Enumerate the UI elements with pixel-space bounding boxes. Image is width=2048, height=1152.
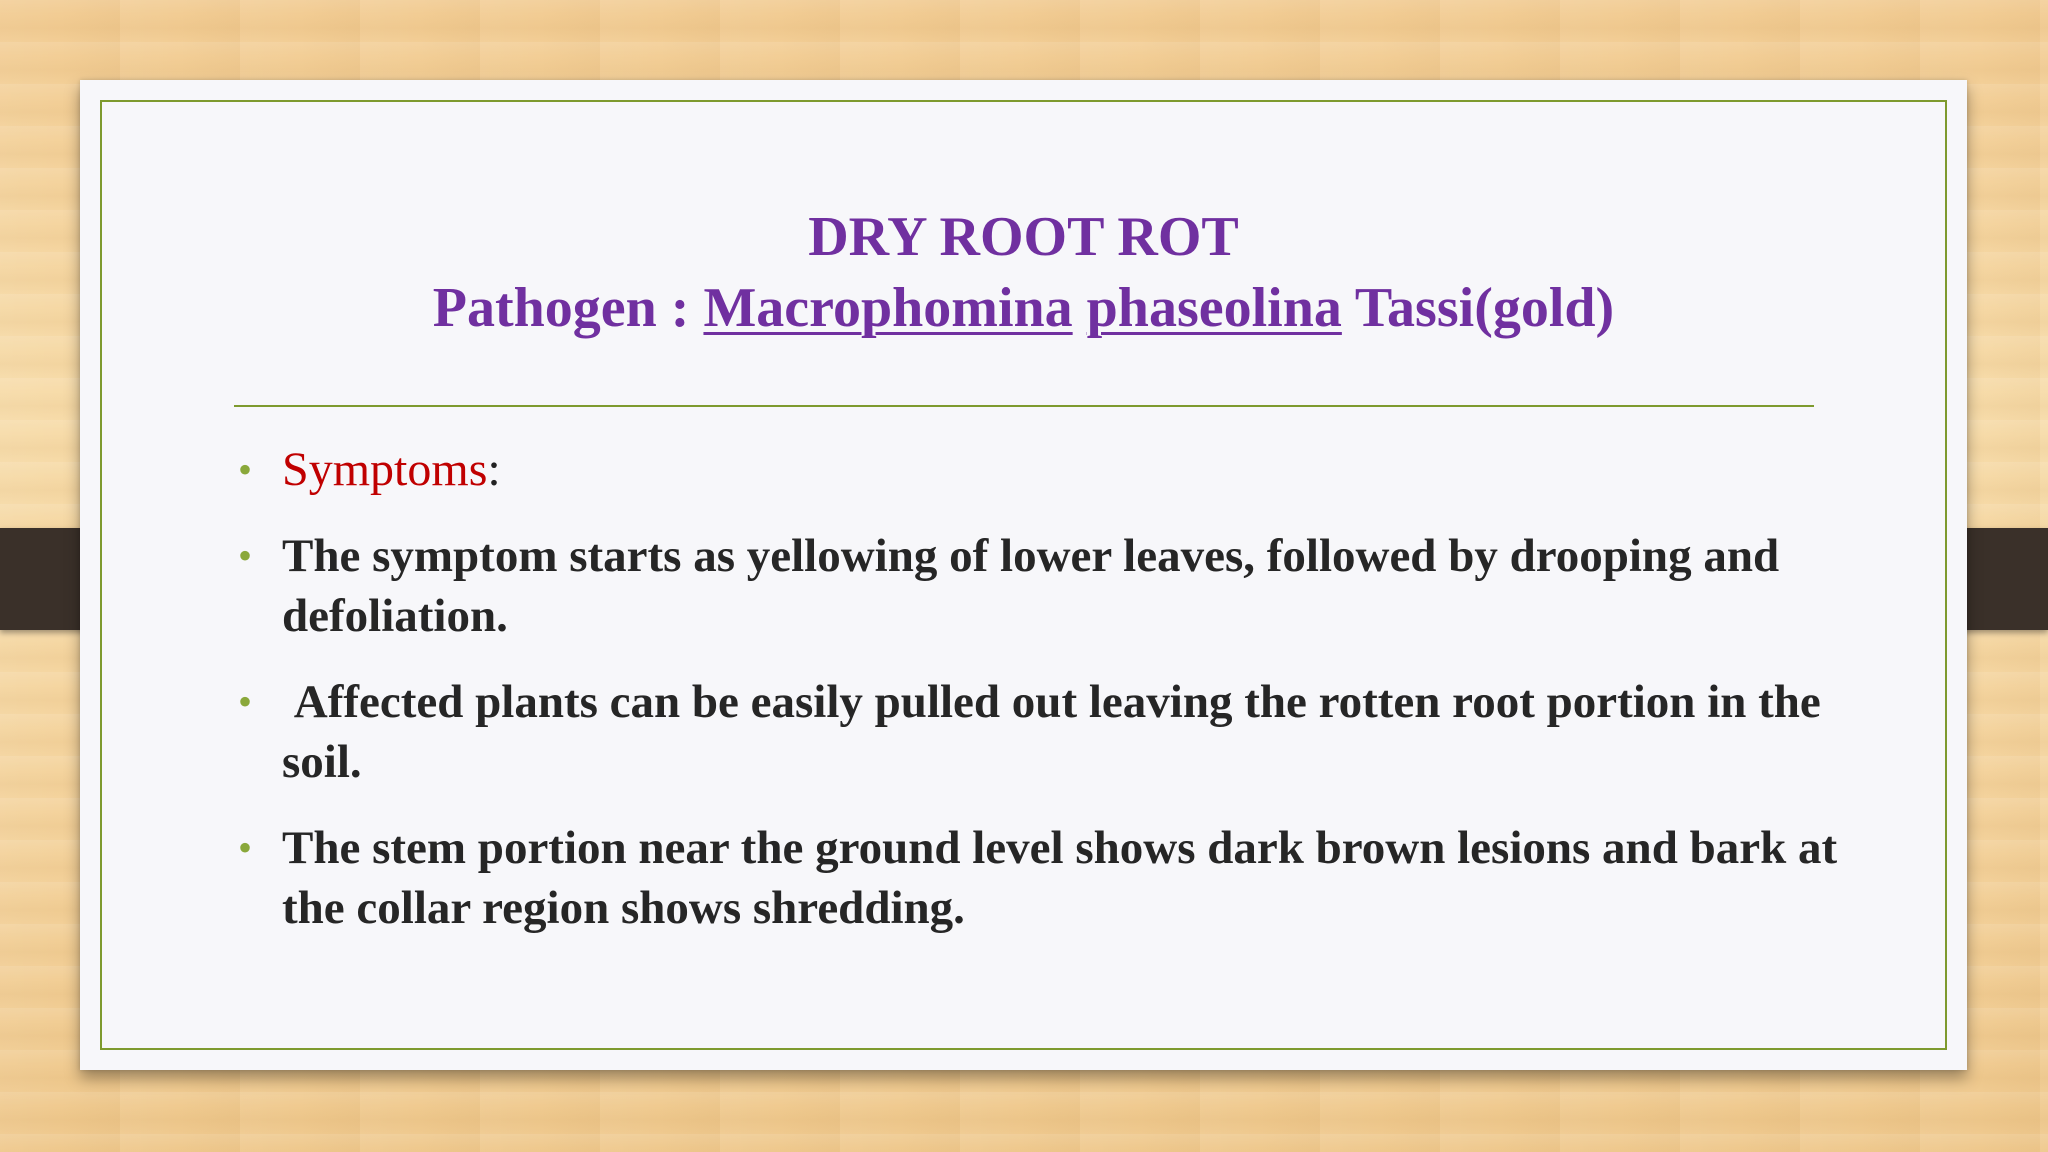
pathogen-authority: Tassi(gold) [1341, 277, 1615, 339]
list-item [234, 526, 1874, 646]
bullet-icon: • [238, 533, 253, 578]
symptoms-label: Symptoms [282, 443, 488, 496]
symptoms-colon: : [487, 443, 501, 496]
symptom-point: Affected plants can be easily pulled out leaving the rotten root portion in the soil. [282, 676, 1833, 788]
list-item [234, 672, 1874, 792]
bullet-list [234, 440, 1874, 964]
pathogen-genus: Macrophomina [703, 277, 1073, 339]
pathogen-line [80, 272, 1967, 344]
title-divider [234, 405, 1814, 407]
title-block [80, 202, 1967, 344]
bullet-icon: • [238, 825, 253, 870]
bullet-icon: • [238, 679, 253, 724]
pathogen-prefix: Pathogen : [432, 277, 704, 339]
slide-card [80, 80, 1967, 1070]
symptom-point: The symptom starts as yellowing of lower leaves, followed by drooping and defoliation. [282, 530, 1780, 642]
list-item-symptoms [234, 440, 1874, 500]
pathogen-species: phaseolina [1086, 277, 1342, 339]
bullet-icon: • [238, 447, 253, 492]
slide-title: DRY ROOT ROT [808, 206, 1239, 268]
list-item [234, 818, 1874, 938]
symptom-point: The stem portion near the ground level shows dark brown lesions and bark at the collar region shows shredding. [282, 822, 1838, 934]
